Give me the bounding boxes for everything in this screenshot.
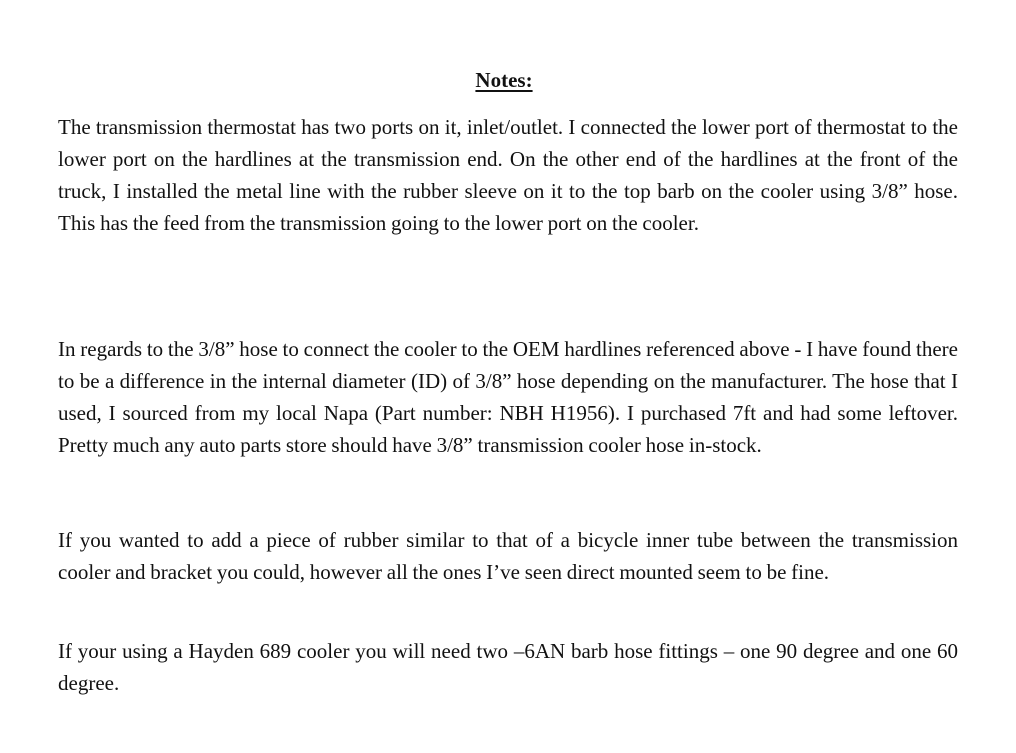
paragraph-hayden-fittings: If your using a Hayden 689 cooler you will need two –6AN barb hose fittings – one 90 degree and one 60 degree. [58,639,958,695]
notes-heading: Notes: [475,68,533,92]
paragraph-hose-diameter: In regards to the 3/8” hose to connect the cooler to the OEM hardlines referenced above - I have found there to be a difference in the internal diameter (ID) of 3/8” hose depending on the manufacturer. The hose that I used, I sourced from my local Napa (Part number: NBH H1956). I purchased 7ft and had some leftover. Pretty much any auto parts store should have 3/8” transmission cooler hose in-stock. [58,337,958,457]
paragraph-thermostat-ports: The transmission thermostat has two ports on it, inlet/outlet. I connected the lower port of thermostat to the lower port on the hardlines at the transmission end. On the other end of the hardlines at the front of the truck, I installed the metal line with the rubber sleeve on it to the top barb on the cooler using 3/8” hose. This has the feed from the transmission going to the lower port on the cooler. [58,115,958,235]
paragraph-rubber-padding: If you wanted to add a piece of rubber similar to that of a bicycle inner tube between the transmission cooler and bracket you could, however all the ones I’ve seen direct mounted seem to be fine. [58,528,958,584]
